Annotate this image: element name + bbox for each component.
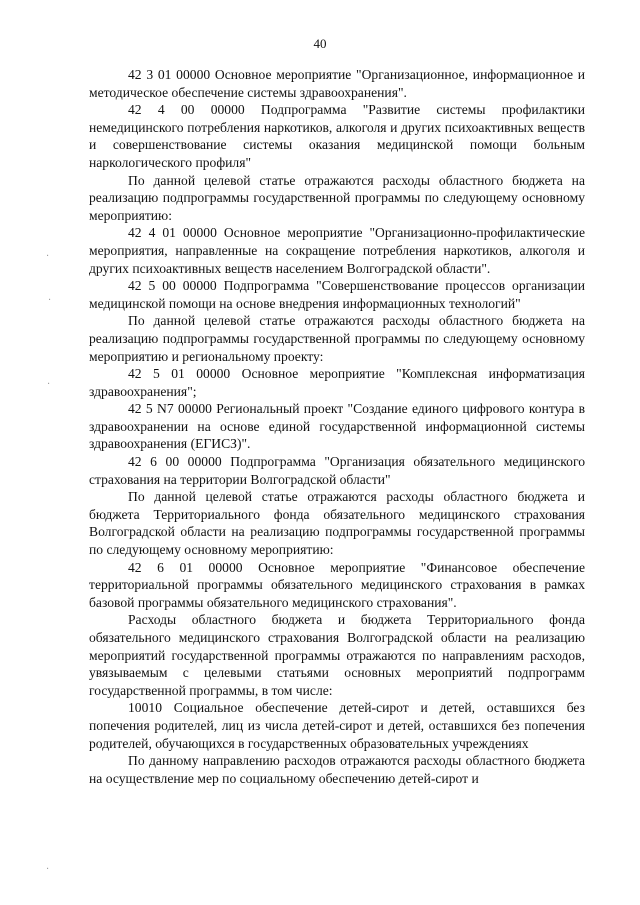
scan-mark: ·: [46, 251, 50, 262]
scan-mark: .: [46, 861, 50, 872]
paragraph-42-6-01: 42 6 01 00000 Основное мероприятие "Финансовое обеспечение территориальной программы обязательного медицинского страхования в рамках базовой программы обязательного медицинского страхования".: [89, 559, 585, 610]
paragraph-42-5-01: 42 5 01 00000 Основное мероприятие "Комплексная информатизация здравоохранения";: [89, 366, 585, 399]
paragraph-42-4-00: 42 4 00 00000 Подпрограмма "Развитие системы профилактики немедицинского потребления наркотиков, алкоголя и других психоактивных веществ и совершенствование системы оказания медицинской помощи больным наркологического профиля": [89, 102, 585, 170]
paragraph-42-5-00: 42 5 00 00000 Подпрограмма "Совершенствование процессов организации медицинской помощи на основе внедрения информационных технологий": [89, 278, 585, 311]
paragraph-42-5-n7: 42 5 N7 00000 Региональный проект "Создание единого цифрового контура в здравоохранении на основе единой государственной информационной системы здравоохранения (ЕГИСЗ)".: [89, 401, 585, 452]
paragraph-42-3-01: 42 3 01 00000 Основное мероприятие "Организационное, информационное и методическое обеспечение системы здравоохранения".: [89, 67, 585, 100]
paragraph-description: По данной целевой статье отражаются расходы областного бюджета на реализацию подпрограммы государственной программы по следующему основному мероприятию и региональному проекту:: [89, 313, 585, 364]
paragraph-direction-description: По данному направлению расходов отражаются расходы областного бюджета на осуществление мер по социальному обеспечению детей-сирот и: [89, 753, 585, 786]
page-number: 40: [313, 36, 327, 51]
paragraph-10010: 10010 Социальное обеспечение детей-сирот и детей, оставшихся без попечения родителей, лиц из числа детей-сирот и детей, оставшихся без попечения родителей, обучающихся в государственных образовательных учреждениях: [89, 700, 585, 751]
paragraph-42-4-01: 42 4 01 00000 Основное мероприятие "Организационно-профилактические мероприятия, направленные на сокращение потребления наркотиков, алкоголя и других психоактивных веществ населением Волгоградской области".: [89, 225, 585, 276]
paragraph-description: По данной целевой статье отражаются расходы областного бюджета на реализацию подпрограммы государственной программы по следующему основному мероприятию:: [89, 172, 585, 223]
scan-mark: ·: [48, 295, 52, 306]
document-body: [89, 66, 585, 787]
paragraph-expenses: Расходы областного бюджета и бюджета Территориального фонда обязательного медицинского страхования Волгоградской области на реализацию мероприятий государственной программы отражаются по направлениям расходов, увязываемым с целевыми статьями основных мероприятий подпрограмм государственной программы, в том числе:: [89, 612, 585, 698]
paragraph-42-6-00: 42 6 00 00000 Подпрограмма "Организация обязательного медицинского страхования на территории Волгоградской области": [89, 454, 585, 487]
scan-mark: ·: [47, 379, 51, 390]
paragraph-description: По данной целевой статье отражаются расходы областного бюджета и бюджета Территориального фонда обязательного медицинского страхования Волгоградской области на реализацию подпрограммы государственной программы по следующему основному мероприятию:: [89, 489, 585, 558]
